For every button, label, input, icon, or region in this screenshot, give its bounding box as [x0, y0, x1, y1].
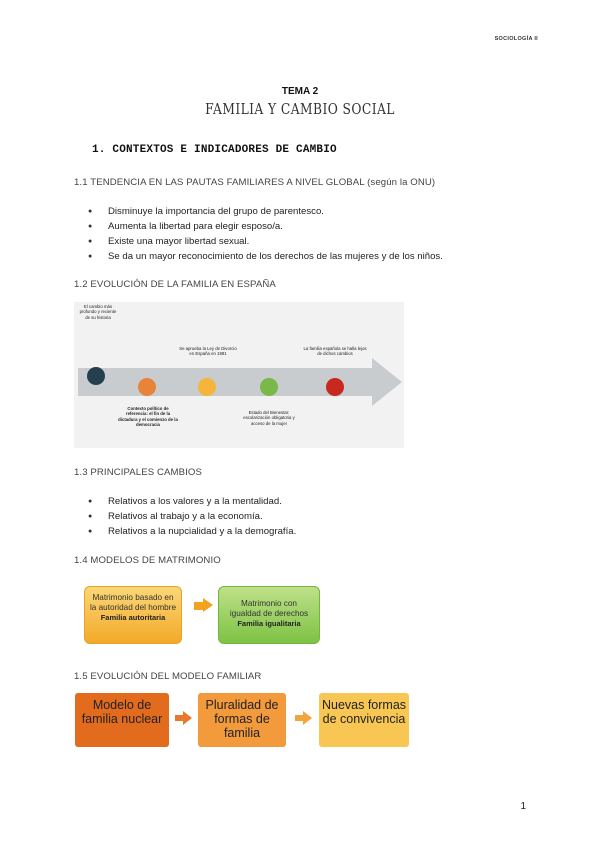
timeline-dot-3: [198, 378, 216, 396]
timeline-label-2: Contexto político de referencia: el fin de la dictadura y el comienzo de la democracia: [118, 406, 178, 428]
list-item: ● Relativos al trabajo y a la economía.: [88, 509, 296, 524]
list-item: ● Se da un mayor reconocimiento de los derechos de las mujeres y de los niños.: [88, 249, 443, 264]
timeline-dot-4: [260, 378, 278, 396]
bullet-list-1-1: [88, 204, 443, 264]
timeline-label-1: El cambio más profundo y reciente de su historia: [79, 304, 117, 320]
section-heading-1-2: 1.2 EVOLUCIÓN DE LA FAMILIA EN ESPAÑA: [74, 279, 276, 290]
bullet-list-1-3: [88, 494, 296, 539]
tema-title: TEMA 2: [281, 86, 319, 97]
timeline-dot-5: [326, 378, 344, 396]
evolution-box-1-text: Modelo de familia nuclear: [81, 698, 163, 726]
evolution-box-2: [198, 693, 286, 747]
page-number: 1: [520, 801, 526, 812]
marriage-model-box-1: [84, 586, 182, 644]
timeline-label-5: La familia española se halla lejos de dichos cambios: [303, 346, 367, 357]
timeline-dot-2: [138, 378, 156, 396]
list-item: ● Relativos a los valores y a la mentalidad.: [88, 494, 296, 509]
marriage-model-2-label: Familia igualitaria: [237, 619, 301, 629]
section-heading-1-3: 1.3 PRINCIPALES CAMBIOS: [74, 467, 202, 478]
marriage-model-box-2: [218, 586, 320, 644]
page-header: SOCIOLOGÍA II: [494, 36, 538, 42]
timeline-label-4: Estado del Bienestar: escolarización obligatoria y acceso de la mujer: [243, 410, 295, 426]
list-item: ● Existe una mayor libertad sexual.: [88, 234, 443, 249]
evolution-box-2-text: Pluralidad de formas de familia: [205, 698, 279, 740]
evolution-box-3-text: Nuevas formas de convivencia: [321, 698, 407, 726]
list-item: ● Disminuye la importancia del grupo de parentesco.: [88, 204, 443, 219]
arrow-shaft: [295, 715, 303, 721]
marriage-model-1-text: Matrimonio basado en la autoridad del hombre: [89, 593, 177, 612]
arrow-right-icon: [303, 711, 312, 725]
marriage-model-2-text: Matrimonio con igualdad de derechos: [229, 599, 309, 618]
arrow-right-icon: [183, 711, 192, 725]
marriage-model-1-label: Familia autoritaria: [100, 613, 166, 623]
list-item: ● Aumenta la libertad para elegir esposo/a.: [88, 219, 443, 234]
section-heading-1: 1. CONTEXTOS E INDICADORES DE CAMBIO: [92, 144, 337, 156]
list-item: ● Relativos a la nupcialidad y a la demografía.: [88, 524, 296, 539]
section-heading-1-4: 1.4 MODELOS DE MATRIMONIO: [74, 555, 221, 566]
page-subtitle: FAMILIA Y CAMBIO SOCIAL: [205, 100, 395, 118]
arrow-shaft: [175, 715, 183, 721]
evolution-box-1: [75, 693, 169, 747]
section-heading-1-5: 1.5 EVOLUCIÓN DEL MODELO FAMILIAR: [74, 671, 262, 682]
arrow-right-icon: [203, 598, 213, 612]
evolution-box-3: [319, 693, 409, 747]
timeline-figure: [74, 302, 404, 448]
section-heading-1-1: 1.1 TENDENCIA EN LAS PAUTAS FAMILIARES A NIVEL GLOBAL (según la ONU): [74, 177, 436, 188]
timeline-dot-1: [87, 367, 105, 385]
timeline-label-3: Se aprueba la Ley de Divorcio en España en 1981: [179, 346, 237, 357]
